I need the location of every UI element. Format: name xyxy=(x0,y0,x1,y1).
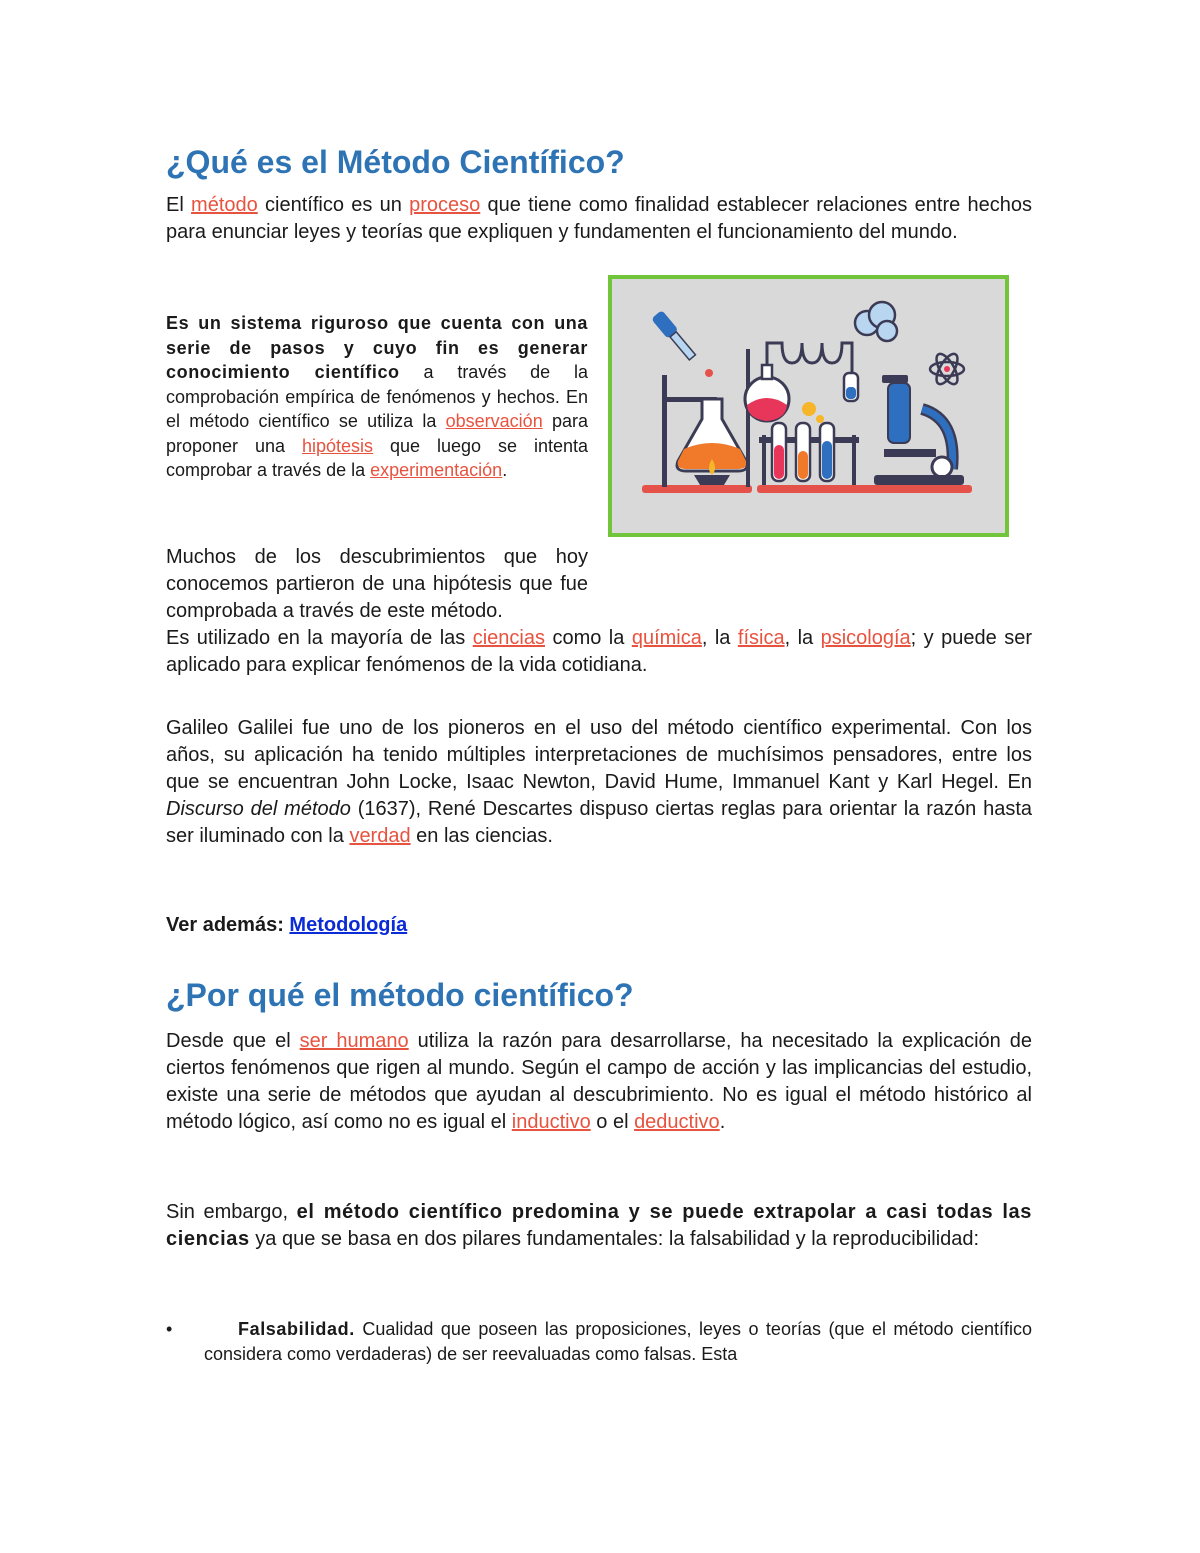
bullet-item-falsabilidad xyxy=(166,1317,1032,1366)
bullet-text xyxy=(204,1317,1032,1366)
link-verdad[interactable]: verdad xyxy=(349,825,411,847)
text: Galileo Galilei fue uno de los pioneros en el uso del método científico experimental. Con los años, su aplicación ha tenido múltiples interpretaciones de muchísimos pensadores, entre los que se encuentran John Locke, Isaac Newton, David Hume, Immanuel Kant y Karl Hegel. En xyxy=(166,717,1032,793)
text: El xyxy=(166,194,192,216)
text: utiliza la razón para desarrollarse, ha necesitado la explicación de ciertos fenómenos que rigen al mundo. Según el campo de acción y las implicancias del estudio, existe una serie de métodos que ayudan al descubrimiento. No es igual el método histórico al método lógico, así como no es igual el xyxy=(166,1030,1033,1133)
paragraph-discoveries-continued xyxy=(166,625,1032,679)
text: Es utilizado en la mayoría de las xyxy=(166,627,473,649)
see-also-label: Ver además: xyxy=(166,914,290,936)
paragraph-discoveries-first xyxy=(166,544,588,625)
link-hipotesis[interactable]: hipótesis xyxy=(302,435,374,456)
text: como la xyxy=(545,627,632,649)
link-experimentacion[interactable]: experimentación xyxy=(370,460,503,480)
link-metodo[interactable]: método xyxy=(191,194,258,216)
text: científico es un xyxy=(257,194,410,216)
link-ciencias[interactable]: ciencias xyxy=(472,627,545,649)
paragraph-rigorous-system xyxy=(166,311,588,483)
link-fisica[interactable]: física xyxy=(737,627,785,649)
paragraph-human-reason xyxy=(166,1028,1032,1136)
bold-text: Es un sistema riguroso que cuenta con una serie de pasos y cuyo fin es generar conocimiento científico xyxy=(166,313,588,382)
heading-why-scientific-method: ¿Por qué el método científico? xyxy=(166,977,634,1013)
text: Desde que el xyxy=(166,1030,300,1052)
bold-term: Falsabilidad. xyxy=(238,1319,355,1339)
link-inductivo[interactable]: inductivo xyxy=(511,1111,591,1133)
laboratory-illustration xyxy=(608,275,1009,537)
text: , la xyxy=(784,627,821,649)
link-proceso[interactable]: proceso xyxy=(409,194,481,216)
paragraph-galileo xyxy=(166,715,1032,850)
text: . xyxy=(502,460,508,480)
text: . xyxy=(719,1111,726,1133)
bold-text: el método científico predomina y se puede extrapolar a casi todas las ciencias xyxy=(166,1201,1032,1250)
text: que luego se intenta comprobar a través de la xyxy=(166,435,588,480)
paragraph-definition xyxy=(166,192,1032,246)
link-deductivo[interactable]: deductivo xyxy=(634,1111,720,1133)
link-psicologia[interactable]: psicología xyxy=(820,627,911,649)
text: que tiene como finalidad establecer relaciones entre hechos para enunciar leyes y teorías que expliquen y fundamenten el funcionamiento del mundo. xyxy=(166,194,1032,243)
bullet-icon: • xyxy=(166,1319,173,1339)
link-ser-humano[interactable]: ser humano xyxy=(299,1030,409,1052)
link-quimica[interactable]: química xyxy=(631,627,702,649)
laboratory-equipment-icon xyxy=(612,279,1005,533)
heading-what-is-scientific-method: ¿Qué es el Método Científico? xyxy=(166,144,625,180)
text: Muchos de los descubrimientos que hoy conocemos partieron de una hipótesis que fue comprobada a través de este método. xyxy=(166,546,588,622)
italic-book-title: Discurso del método xyxy=(166,798,351,820)
text: Sin embargo, xyxy=(166,1201,297,1223)
link-observacion[interactable]: observación xyxy=(445,411,543,431)
text: para proponer una xyxy=(166,411,588,456)
paragraph-two-pillars xyxy=(166,1199,1032,1253)
see-also xyxy=(166,912,1032,939)
text: en las ciencias. xyxy=(410,825,553,847)
text: , la xyxy=(701,627,738,649)
text: a través de la comprobación empírica de fenómenos y hechos. En el método científico se utiliza la xyxy=(166,362,589,431)
text: ; y puede ser aplicado para explicar fenómenos de la vida cotidiana. xyxy=(166,627,1032,676)
link-metodologia[interactable]: Metodología xyxy=(289,914,408,936)
text: o el xyxy=(590,1111,635,1133)
text: ya que se basa en dos pilares fundamentales: la falsabilidad y la reproducibilidad: xyxy=(249,1228,980,1250)
text: Cualidad que poseen las proposiciones, leyes o teorías (que el método científico considera como verdaderas) de ser reevaluadas como falsas. Esta xyxy=(204,1319,1032,1364)
text: (1637), René Descartes dispuso ciertas reglas para orientar la razón hasta ser iluminado con la xyxy=(166,798,1032,847)
